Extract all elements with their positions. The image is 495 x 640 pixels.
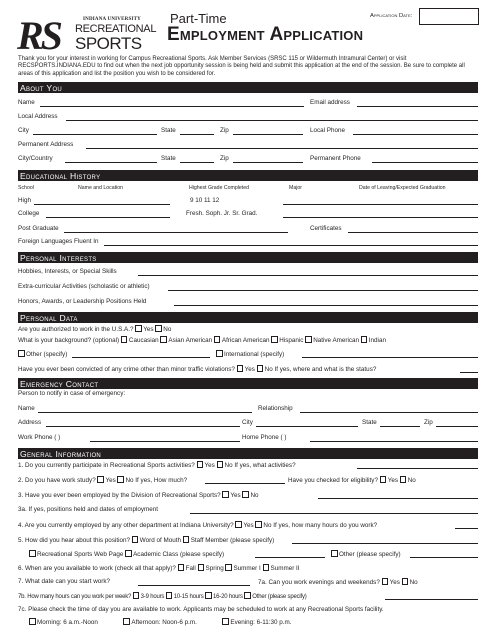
emergency-name-field[interactable]: [38, 412, 252, 413]
perm-state-label: State: [161, 155, 176, 162]
native-checkbox[interactable]: Native American: [305, 337, 359, 344]
convicted-status-field[interactable]: [460, 372, 478, 373]
q3-no-checkbox[interactable]: No: [242, 492, 258, 499]
hours-other-checkbox[interactable]: Other (please specify): [244, 594, 306, 600]
col-date: Date of Leaving/Expected Graduation: [359, 185, 446, 191]
relationship-field[interactable]: [300, 412, 478, 413]
permanent-phone-field[interactable]: [372, 162, 478, 163]
q3: 3. Have you ever been employed by the Division of Recreational Sports? Yes No: [18, 492, 259, 499]
logo-letters: RS: [17, 13, 60, 58]
q6: 6. When are you available to work (check all that apply)? Fall Spring Summer I Summer II: [18, 565, 300, 572]
city-country-field[interactable]: [65, 162, 157, 163]
authorized-yes-checkbox[interactable]: Yes: [135, 326, 153, 333]
relationship-label: Relationship: [258, 405, 293, 412]
extracurricular-field[interactable]: [168, 290, 478, 291]
q4-yes-checkbox[interactable]: Yes: [235, 522, 253, 529]
other-background-field[interactable]: [72, 357, 210, 358]
local-phone-field[interactable]: [353, 134, 478, 135]
q3-field[interactable]: [318, 498, 478, 499]
hours-other-field[interactable]: [385, 599, 478, 600]
q2-amount-field[interactable]: [205, 483, 285, 484]
col-grade: Highest Grade Completed: [189, 185, 249, 191]
emergency-zip-field[interactable]: [436, 426, 478, 427]
q7: 7. What date can you start work?: [18, 578, 111, 585]
emergency-address-field[interactable]: [46, 426, 240, 427]
name-label: Name: [18, 99, 35, 106]
other-source-checkbox[interactable]: Other (please specify): [331, 550, 401, 559]
zip-label: Zip: [220, 127, 229, 134]
q7a-yes-checkbox[interactable]: Yes: [382, 579, 400, 586]
logo-university: INDIANA UNIVERSITY: [83, 17, 141, 22]
home-phone-field[interactable]: [310, 441, 478, 442]
city-field[interactable]: [33, 134, 157, 135]
background-question: What is your background? (optional) Caucasian Asian American African American Hispanic Native American Indian: [18, 337, 386, 344]
form-title: Employment Application: [167, 24, 364, 45]
afternoon-checkbox[interactable]: Afternoon: Noon-6 p.m.: [123, 619, 196, 626]
local-phone-label: Local Phone: [310, 127, 346, 134]
perm-zip-label: Zip: [220, 155, 229, 162]
intro-text: Thank you for your interest in working for Campus Recreational Sports. Ask Member Services (SRSC 115 or Wildermuth Intramural Center) or visit RECSPORTS.INDIANA.EDU to find out when the next job opportunity session is being held and submit this application at the end of the session. Be sure to complete all areas of this application and list the position you wish to be considered for.: [18, 56, 465, 77]
work-phone-field[interactable]: [90, 441, 240, 442]
section-emergency-contact: Emergency Contact: [18, 378, 478, 389]
application-date-field[interactable]: [419, 8, 479, 25]
q1: 1. Do you currently participate in Recreational Sports activities? Yes No If yes, what activities?: [18, 462, 296, 469]
certificates-label: Certificates: [310, 225, 342, 232]
state-field[interactable]: [180, 134, 214, 135]
logo-recreational: RECREATIONAL: [75, 23, 157, 35]
perm-state-field[interactable]: [180, 162, 214, 163]
work-phone-label: Work Phone ( ): [18, 434, 61, 441]
col-school: School: [18, 185, 34, 191]
staff-member-field[interactable]: [292, 543, 478, 544]
form-subtitle: Part-Time: [170, 11, 227, 26]
q3a: 3a. If yes, positions held and dates of employment: [18, 506, 159, 513]
post-graduate-label: Post Graduate: [18, 225, 59, 232]
post-graduate-field[interactable]: [64, 232, 288, 233]
q2-eligibility: Have you checked for eligibility? Yes No: [288, 477, 416, 484]
hispanic-checkbox[interactable]: Hispanic: [271, 337, 303, 344]
q7b: 7b. How many hours can you work per week? 3-9 hours 10-15 hours 16-20 hours Other (please specify): [18, 594, 307, 600]
college-major-field[interactable]: [283, 217, 478, 218]
evening-checkbox[interactable]: Evening: 6-11:30 p.m.: [222, 619, 291, 626]
application-date-label: Application Date:: [370, 13, 413, 19]
hobbies-label: Hobbies, Interests, or Special Skills: [18, 268, 117, 275]
college-label: College: [18, 210, 40, 217]
q4: 4. Are you currently employed by any other department at Indiana University? Yes No If yes, how many hours do you work?: [18, 522, 378, 529]
spring-checkbox[interactable]: Spring: [198, 565, 224, 572]
academic-class-checkbox[interactable]: Academic Class (please specify): [125, 551, 224, 558]
zip-field[interactable]: [233, 134, 303, 135]
local-address-label: Local Address: [18, 113, 58, 120]
city-label: City: [18, 127, 29, 134]
hours-3-9-checkbox[interactable]: 3-9 hours: [133, 594, 165, 600]
emergency-address-label: Address: [18, 419, 42, 426]
summer2-checkbox[interactable]: Summer II: [263, 565, 300, 572]
hours-16-20-checkbox[interactable]: 16-20 hours: [205, 594, 243, 600]
indian-checkbox[interactable]: Indian: [361, 337, 386, 344]
international-field[interactable]: [302, 357, 478, 358]
other-source-field[interactable]: [410, 557, 478, 558]
extracurricular-label: Extra-curricular Activities (scholastic or athletic): [18, 283, 150, 290]
authorized-question: Are you authorized to work in the U.S.A.? Yes No: [18, 326, 172, 333]
q7c-times: [29, 618, 292, 627]
q4-no-checkbox[interactable]: No: [255, 522, 271, 529]
high-school-grades: 9 10 11 12: [190, 197, 220, 204]
emergency-name-label: Name: [18, 405, 35, 412]
q1-no-checkbox[interactable]: No: [217, 462, 233, 469]
permanent-address-label: Permanent Address: [18, 141, 74, 148]
african-checkbox[interactable]: African American: [214, 337, 270, 344]
staff-member-checkbox[interactable]: Staff Member (please specify): [183, 537, 275, 544]
city-country-label: City/Country: [18, 155, 53, 162]
fall-checkbox[interactable]: Fall: [178, 565, 196, 572]
section-about-you: About You: [18, 82, 478, 93]
hours-10-15-checkbox[interactable]: 10-15 hours: [166, 594, 204, 600]
q2-elig-no-checkbox[interactable]: No: [400, 477, 416, 484]
emergency-zip-label: Zip: [424, 419, 433, 426]
college-field[interactable]: [46, 217, 170, 218]
logo-sports: SPORTS: [75, 34, 142, 53]
caucasian-checkbox[interactable]: Caucasian: [121, 337, 159, 344]
permanent-address-field[interactable]: [86, 148, 478, 149]
q2-no-checkbox[interactable]: No: [117, 477, 133, 484]
q7a: 7a. Can you work evenings and weekends? Yes No: [258, 579, 418, 586]
q2-yes-checkbox[interactable]: Yes: [97, 477, 115, 484]
emergency-city-label: City: [242, 419, 253, 426]
section-general-information: General Information: [18, 448, 478, 459]
q3-yes-checkbox[interactable]: Yes: [222, 492, 240, 499]
permanent-phone-label: Permanent Phone: [310, 155, 361, 162]
local-address-field[interactable]: [66, 120, 478, 121]
summer1-checkbox[interactable]: Summer I: [225, 565, 260, 572]
q4-hours-field[interactable]: [455, 528, 478, 529]
home-phone-label: Home Phone ( ): [242, 434, 287, 441]
convicted-yes-checkbox[interactable]: Yes: [237, 366, 255, 373]
section-personal-data: Personal Data: [18, 312, 478, 323]
emergency-state-field[interactable]: [380, 426, 420, 427]
q5-sources: [29, 550, 224, 559]
convicted-no-checkbox[interactable]: No: [257, 366, 273, 373]
languages-label: Foreign Languages Fluent In: [18, 238, 99, 245]
high-school-major-field[interactable]: [283, 204, 478, 205]
section-educational-history: Educational History: [18, 170, 478, 181]
q3a-field[interactable]: [190, 513, 478, 514]
q5: 5. How did you hear about this position? Word of Mouth Staff Member (please specify): [18, 537, 275, 544]
col-major: Major: [289, 185, 302, 191]
name-field[interactable]: [40, 106, 304, 107]
high-school-field[interactable]: [34, 204, 170, 205]
logo: [17, 14, 157, 56]
email-field[interactable]: [357, 106, 478, 107]
q2-elig-yes-checkbox[interactable]: Yes: [380, 477, 398, 484]
q2: 2. Do you have work study? Yes No If yes, How much?: [18, 477, 188, 484]
honors-field[interactable]: [174, 305, 478, 306]
honors-label: Honors, Awards, or Leadership Positions Held: [18, 298, 147, 305]
web-page-checkbox[interactable]: Recreational Sports Web Page: [29, 551, 123, 558]
college-grades: Fresh. Soph. Jr. Sr. Grad.: [186, 210, 258, 217]
q7a-no-checkbox[interactable]: No: [402, 579, 418, 586]
certificates-field[interactable]: [348, 232, 478, 233]
high-school-label: High: [18, 197, 31, 204]
languages-field[interactable]: [104, 245, 478, 246]
col-name-location: Name and Location: [78, 185, 123, 191]
emergency-state-label: State: [362, 419, 377, 426]
authorized-no-checkbox[interactable]: No: [155, 326, 171, 333]
word-of-mouth-checkbox[interactable]: Word of Mouth: [132, 537, 181, 544]
other-background[interactable]: Other (specify): [18, 350, 67, 359]
q7c: 7c. Please check the time of day you are available to work. Applicants may be scheduled to work at any Recreational Sports facility.: [18, 606, 384, 613]
international-background[interactable]: International (specify): [216, 350, 284, 359]
academic-class-field[interactable]: [255, 557, 325, 558]
state-label: State: [161, 127, 176, 134]
q1-yes-checkbox[interactable]: Yes: [197, 462, 215, 469]
q1-activities-field[interactable]: [357, 468, 478, 469]
convicted-question: Have you ever been convicted of any crime other than minor traffic violations? Yes No If yes, where and what is the status?: [18, 366, 377, 373]
q7-start-field[interactable]: [138, 585, 250, 586]
emergency-city-field[interactable]: [256, 426, 358, 427]
asian-checkbox[interactable]: Asian American: [160, 337, 212, 344]
hobbies-field[interactable]: [138, 275, 478, 276]
email-label: Email address: [310, 99, 350, 106]
notify-label: Person to notify in case of emergency:: [18, 390, 126, 397]
morning-checkbox[interactable]: Morning: 6 a.m.-Noon: [29, 619, 98, 626]
section-personal-interests: Personal Interests: [18, 252, 478, 263]
perm-zip-field[interactable]: [233, 162, 303, 163]
